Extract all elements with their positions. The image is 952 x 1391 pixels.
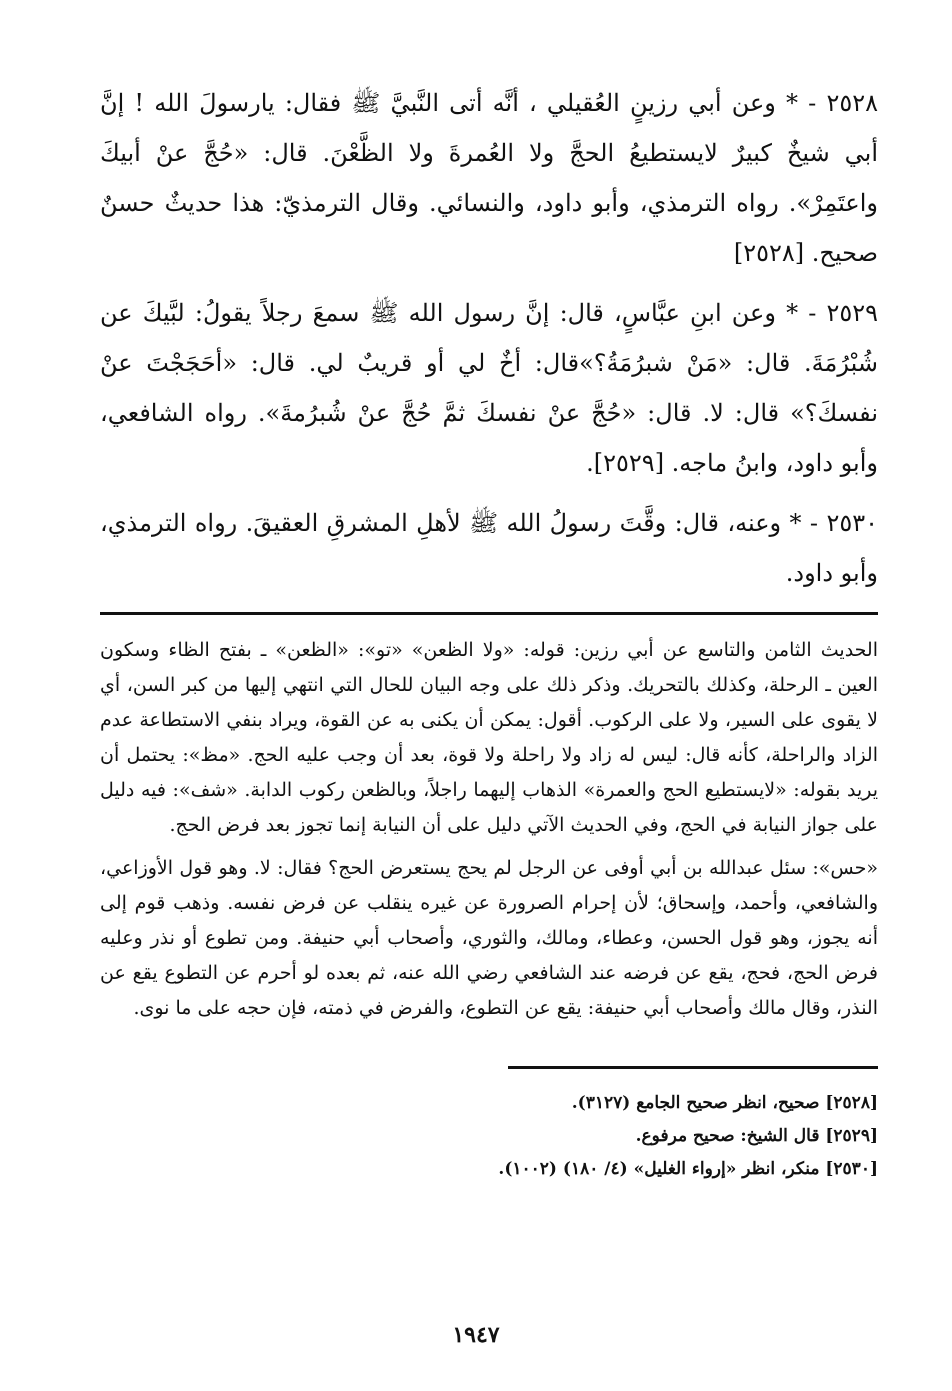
hadith-2528: ٢٥٢٨ - * وعن أبي رزينٍ العُقيلي ، أنَّه أتى النَّبيَّ ﷺ فقال: يارسولَ الله ! إنَّ أبي شيخٌ كبيرٌ لايستطيعُ الحجَّ ولا العُمرةَ ولا الظَّعْنَ. قال: «حُجَّ عنْ أبيكَ واعتَمِرْ». رواه الترمذي، وأبو داود، والنسائي. وقال الترمذيّ: هذا حديثٌ حسنٌ صحيح. [٢٥٢٨] xyxy=(100,89,878,267)
hadith-section xyxy=(100,78,878,598)
footnote-divider xyxy=(508,1066,878,1069)
commentary-paragraph-2: «حس»: سئل عبدالله بن أبي أوفى عن الرجل لم يحج يستعرض الحج؟ فقال: لا. وهو قول الأوزاعي، والشافعي، وأحمد، وإسحاق؛ لأن إحرام الصرورة عن غيره ينقلب عن فرض نفسه. وذهب قوم إلى أنه يجوز، وهو قول الحسن، وعطاء، ومالك، والثوري، وأصحاب أبي حنيفة. ومن تطوع أو نذر وعليه فرض الحج، فحج، يقع عن فرضه عند الشافعي رضي الله عنه، ثم بعده لو أحرم عن التطوع يقع عن النذر، وقال مالك وأصحاب أبي حنيفة: يقع عن التطوع، والفرض في ذمته، فإن حجه على ما نوى. xyxy=(100,857,878,1019)
footnote-2528: [٢٥٢٨] صحيح، انظر صحيح الجامع (٣١٢٧). xyxy=(571,1093,878,1113)
footnote-2529: [٢٥٢٩] قال الشيخ: صحيح مرفوع. xyxy=(635,1126,878,1146)
footnotes-section xyxy=(100,1087,878,1186)
hadith-2529: ٢٥٢٩ - * وعن ابنِ عبَّاسٍ، قال: إنَّ رسول الله ﷺ سمعَ رجلاً يقولُ: لبَّيكَ عن شُبْرُمَةَ. قال: «مَنْ شبرُمَةُ؟»قال: أخٌ لي أو قريبٌ لي. قال: «أحَجَجْتَ عنْ نفسكَ؟» قال: لا. قال: «حُجَّ عنْ نفسكَ ثمَّ حُجَّ عنْ شُبرُمةَ». رواه الشافعي، وأبو داود، وابنُ ماجه. [٢٥٢٩]. xyxy=(100,299,878,477)
page-number: ١٩٤٧ xyxy=(452,1322,500,1348)
footnote-2530: [٢٥٣٠] منكر، انظر «إرواء الغليل» (٤/ ١٨٠) (١٠٠٢). xyxy=(498,1159,878,1179)
commentary-section xyxy=(100,633,878,1026)
commentary-paragraph-1: الحديث الثامن والتاسع عن أبي رزين: قوله: «ولا الظعن» «تو»: «الظعن» ـ بفتح الظاء وسكون العين ـ الرحلة، وكذلك بالتحريك. وذكر ذلك على وجه البيان للحال التي انتهي إليها من كبر السن، أي لا يقوى على السير، ولا على الركوب. أقول: يمكن أن يكنى به عن القوة، ويراد بنفي الاستطاعة عدم الزاد والراحلة، كأنه قال: ليس له زاد ولا راحلة ولا قوة، بعد أن وجب عليه الحج. «مظ»: يحتمل أن يريد بقوله: «لايستطيع الحج والعمرة» الذهاب إليهما راجلاً، وبالظعن ركوب الدابة. «شف»: فيه دليل على جواز النيابة في الحج، وفي الحديث الآتي دليل على أن النيابة إنما تجوز بعد فرض الحج. xyxy=(100,639,878,836)
hadith-2530: ٢٥٣٠ - * وعنه، قال: وقَّتَ رسولُ الله ﷺ لأهلِ المشرقِ العقيقَ. رواه الترمذي، وأبو داود. xyxy=(100,509,878,587)
section-divider xyxy=(100,612,878,615)
